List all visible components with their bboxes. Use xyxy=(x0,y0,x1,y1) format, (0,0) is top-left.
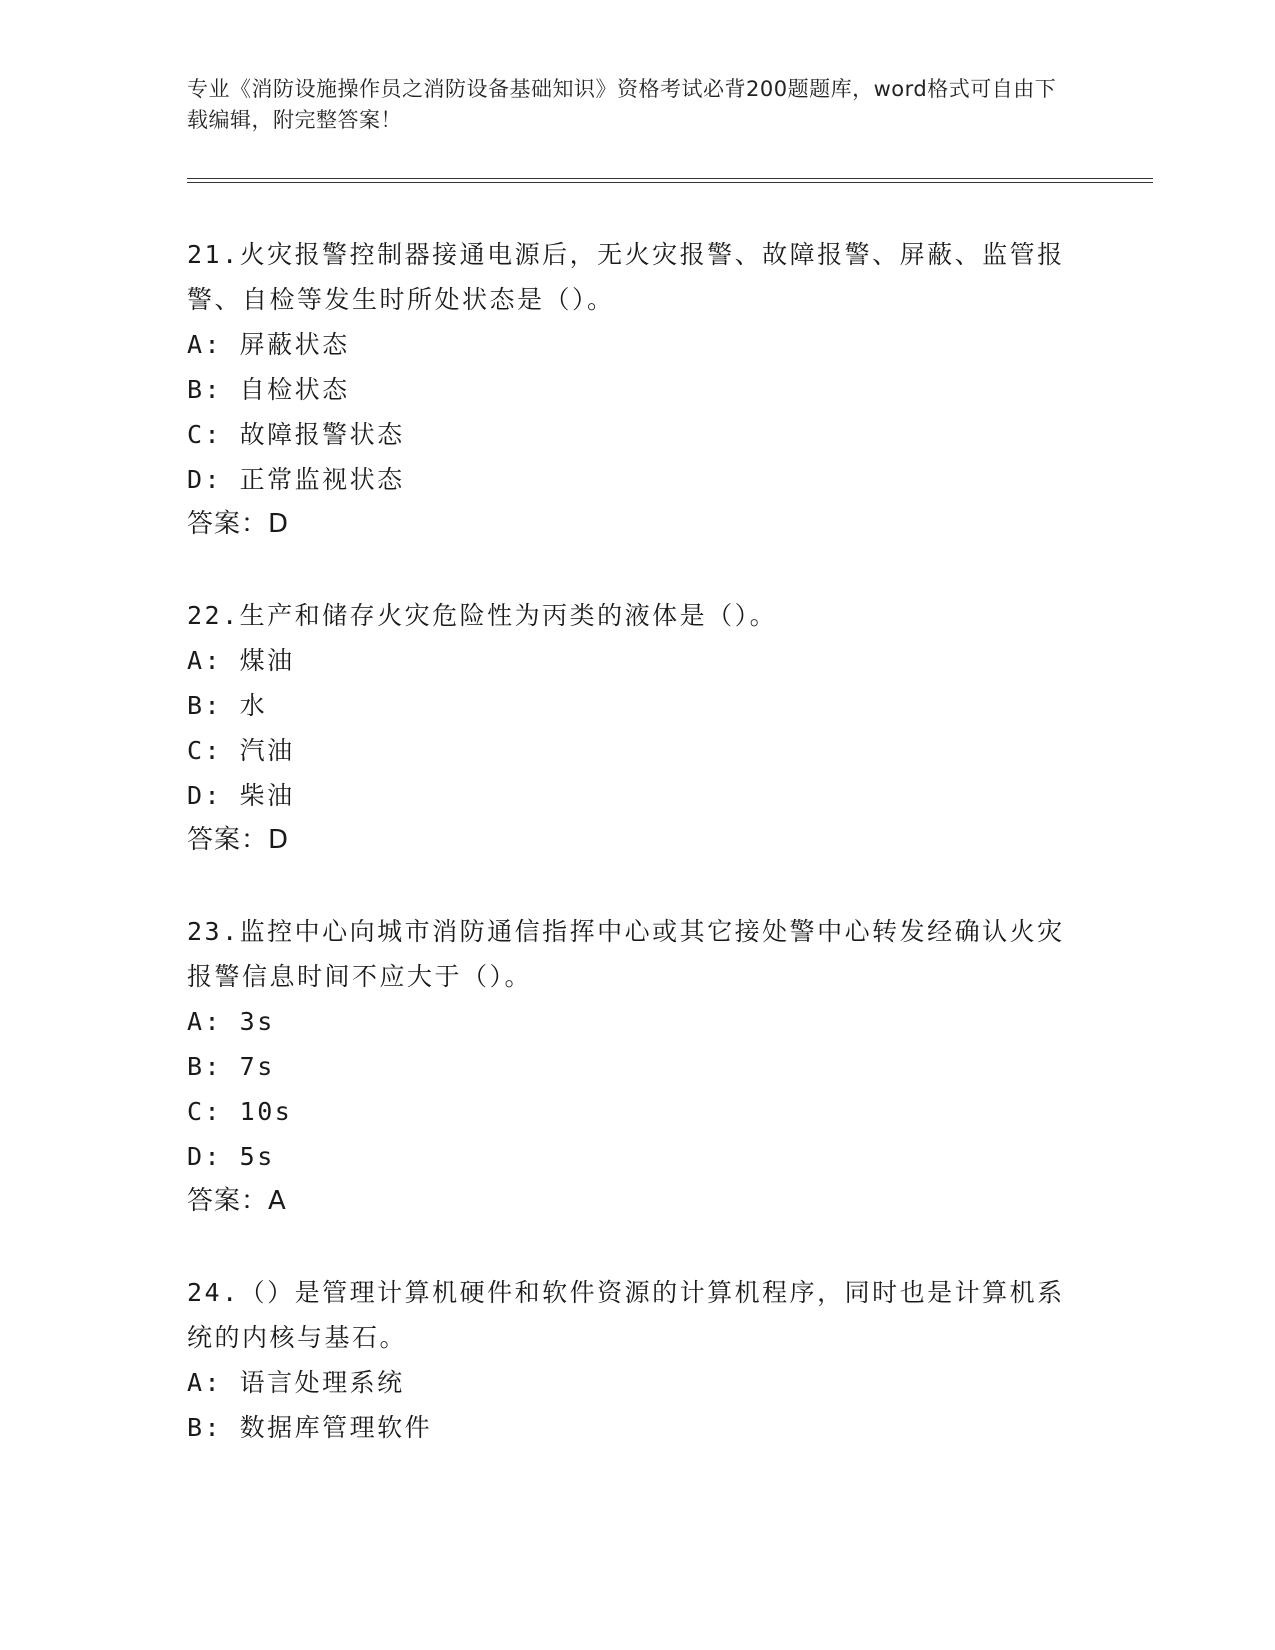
option-letter: B: xyxy=(187,1052,223,1081)
option-letter: C: xyxy=(187,420,223,449)
option-text: 自检状态 xyxy=(239,375,350,404)
option-text: 语言处理系统 xyxy=(239,1368,405,1397)
option-letter: D: xyxy=(187,1142,223,1171)
option-a xyxy=(187,322,1087,367)
answer-line: 答案：D xyxy=(187,509,290,539)
option-d xyxy=(187,1134,1087,1179)
question-22 xyxy=(187,593,1087,863)
option-a xyxy=(187,1360,1087,1405)
option-b xyxy=(187,683,1087,728)
option-text: 数据库管理软件 xyxy=(239,1413,433,1442)
option-text: 汽油 xyxy=(239,736,295,765)
question-stem: 21.火灾报警控制器接通电源后，无火灾报警、故障报警、屏蔽、监管报警、自检等发生时所处状态是（）。 xyxy=(187,240,1065,314)
question-stem: 23.监控中心向城市消防通信指挥中心或其它接处警中心转发经确认火灾报警信息时间不应大于（）。 xyxy=(187,917,1065,991)
option-a xyxy=(187,638,1087,683)
option-letter: B: xyxy=(187,691,223,720)
option-letter: B: xyxy=(187,1413,223,1442)
option-a xyxy=(187,999,1087,1044)
option-text: 柴油 xyxy=(239,781,295,810)
option-text: 5s xyxy=(239,1142,275,1171)
option-c xyxy=(187,728,1087,773)
question-24 xyxy=(187,1270,1087,1450)
header-divider xyxy=(187,178,1153,183)
option-text: 正常监视状态 xyxy=(239,465,405,494)
option-letter: D: xyxy=(187,465,223,494)
option-letter: B: xyxy=(187,375,223,404)
option-letter: A: xyxy=(187,646,223,675)
option-letter: A: xyxy=(187,1007,223,1036)
option-c xyxy=(187,412,1087,457)
question-gap xyxy=(187,863,1087,909)
option-b xyxy=(187,1044,1087,1089)
option-text: 屏蔽状态 xyxy=(239,330,350,359)
answer-line: 答案：D xyxy=(187,825,290,855)
option-c xyxy=(187,1089,1087,1134)
option-b xyxy=(187,1405,1087,1450)
question-list xyxy=(187,232,1087,1450)
header-text: 专业《消防设施操作员之消防设备基础知识》资格考试必背200题题库，word格式可自由下载编辑，附完整答案！ xyxy=(187,77,1057,132)
question-gap xyxy=(187,1224,1087,1270)
option-letter: C: xyxy=(187,1097,223,1126)
option-letter: A: xyxy=(187,1368,223,1397)
option-text: 煤油 xyxy=(239,646,295,675)
question-21 xyxy=(187,232,1087,547)
question-stem: 22.生产和储存火灾危险性为丙类的液体是（）。 xyxy=(187,601,778,630)
option-d xyxy=(187,457,1087,502)
option-letter: A: xyxy=(187,330,223,359)
question-23 xyxy=(187,909,1087,1224)
option-text: 故障报警状态 xyxy=(239,420,405,449)
document-header xyxy=(187,74,1067,136)
answer-line: 答案：A xyxy=(187,1186,287,1216)
option-text: 10s xyxy=(239,1097,293,1126)
option-letter: C: xyxy=(187,736,223,765)
option-b xyxy=(187,367,1087,412)
question-gap xyxy=(187,547,1087,593)
option-text: 7s xyxy=(239,1052,275,1081)
option-d xyxy=(187,773,1087,818)
option-text: 3s xyxy=(239,1007,275,1036)
question-stem: 24.（）是管理计算机硬件和软件资源的计算机程序，同时也是计算机系统的内核与基石。 xyxy=(187,1278,1065,1352)
option-letter: D: xyxy=(187,781,223,810)
option-text: 水 xyxy=(239,691,268,720)
